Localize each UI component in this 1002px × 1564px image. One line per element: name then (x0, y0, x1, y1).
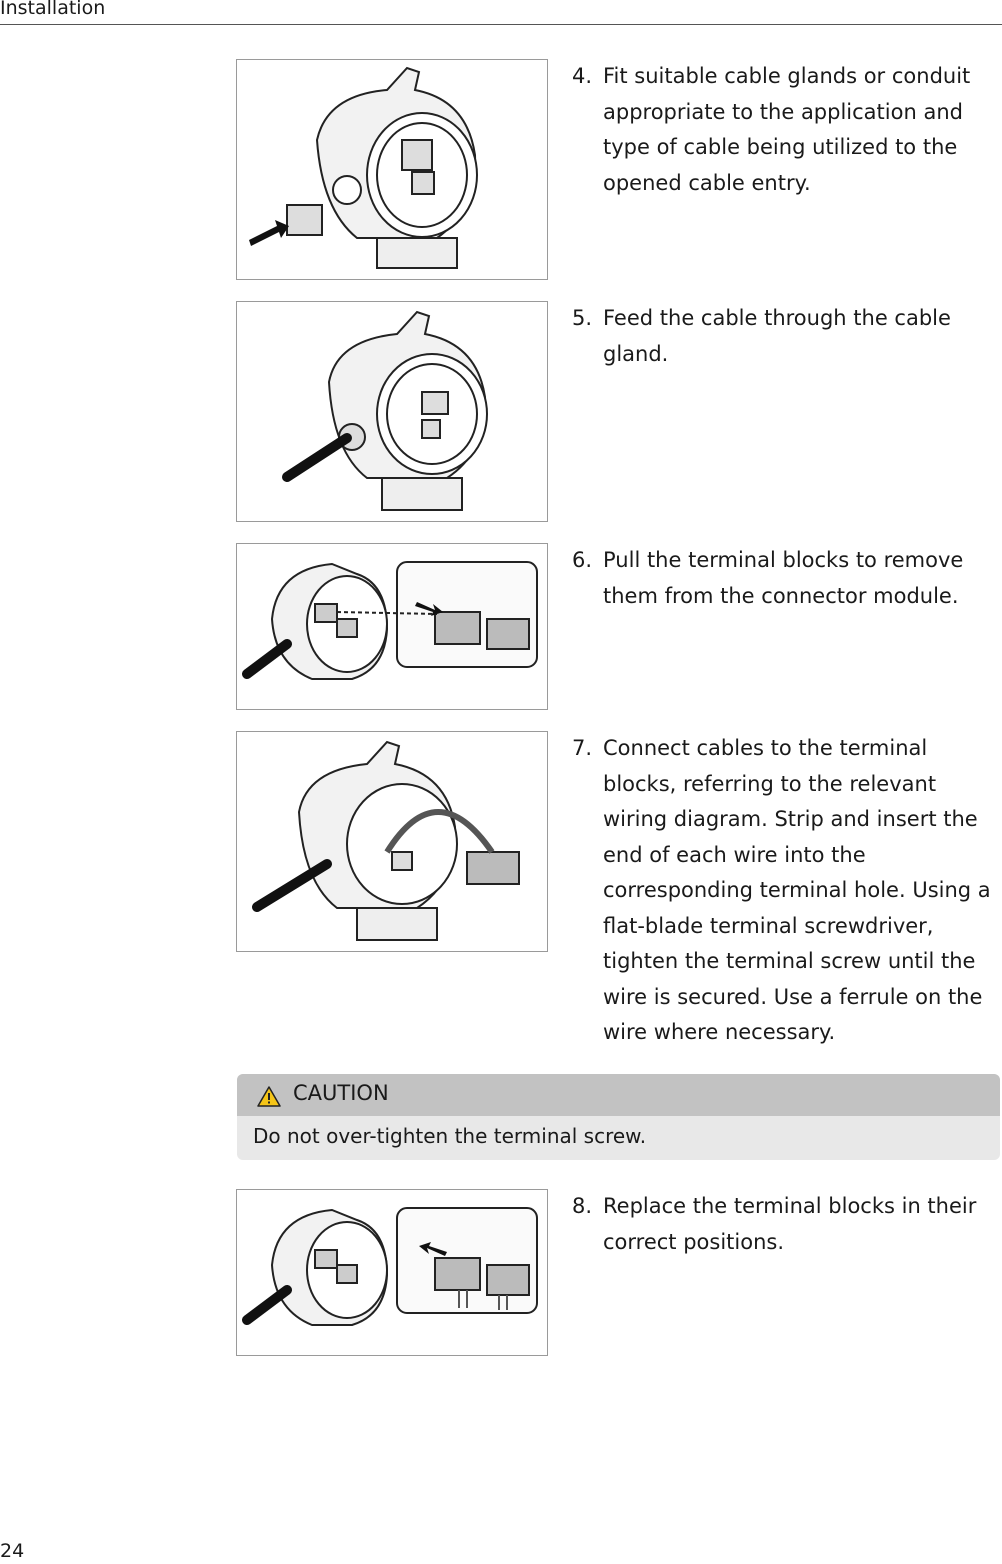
step-text: Replace the terminal blocks in their correct positions. (603, 1194, 977, 1254)
step-text: Feed the cable through the cable gland. (603, 306, 951, 366)
connect-cables-illustration (237, 732, 547, 951)
step-8-illustration (236, 1189, 548, 1356)
remove-terminal-blocks-illustration (237, 544, 547, 709)
page-number: 24 (0, 1540, 25, 1562)
step-number: 4. (572, 64, 593, 88)
step-7-illustration (236, 731, 548, 952)
detector-housing-cable-gland-illustration (237, 60, 547, 279)
caution-header (237, 1074, 1000, 1116)
step-number: 8. (572, 1194, 593, 1218)
step-text: Pull the terminal blocks to remove them from the connector module. (603, 548, 964, 608)
caution-title: CAUTION (293, 1081, 389, 1105)
step-number: 7. (572, 736, 593, 760)
caution-text: Do not over-tighten the terminal screw. (253, 1124, 647, 1148)
step-6-illustration (236, 543, 548, 710)
step-number: 6. (572, 548, 593, 572)
replace-terminal-blocks-illustration (237, 1190, 547, 1355)
caution-box (237, 1074, 1000, 1160)
step-5-illustration (236, 301, 548, 522)
cable-through-gland-illustration (237, 302, 547, 521)
section-title: Installation (0, 0, 106, 19)
page-header (0, 0, 1002, 25)
step-4-illustration (236, 59, 548, 280)
warning-triangle-icon (257, 1086, 281, 1107)
step-text: Connect cables to the terminal blocks, referring to the relevant wiring diagram. Strip and insert the end of each wire into the corresponding terminal hole. Using a flat-blade terminal screwdriver, tighten the terminal screw until the wire is secured. Use a ferrule on the wire where necessary. (603, 736, 991, 1044)
step-number: 5. (572, 306, 593, 330)
step-text: Fit suitable cable glands or conduit appropriate to the application and type of cable being utilized to the opened cable entry. (603, 64, 971, 195)
